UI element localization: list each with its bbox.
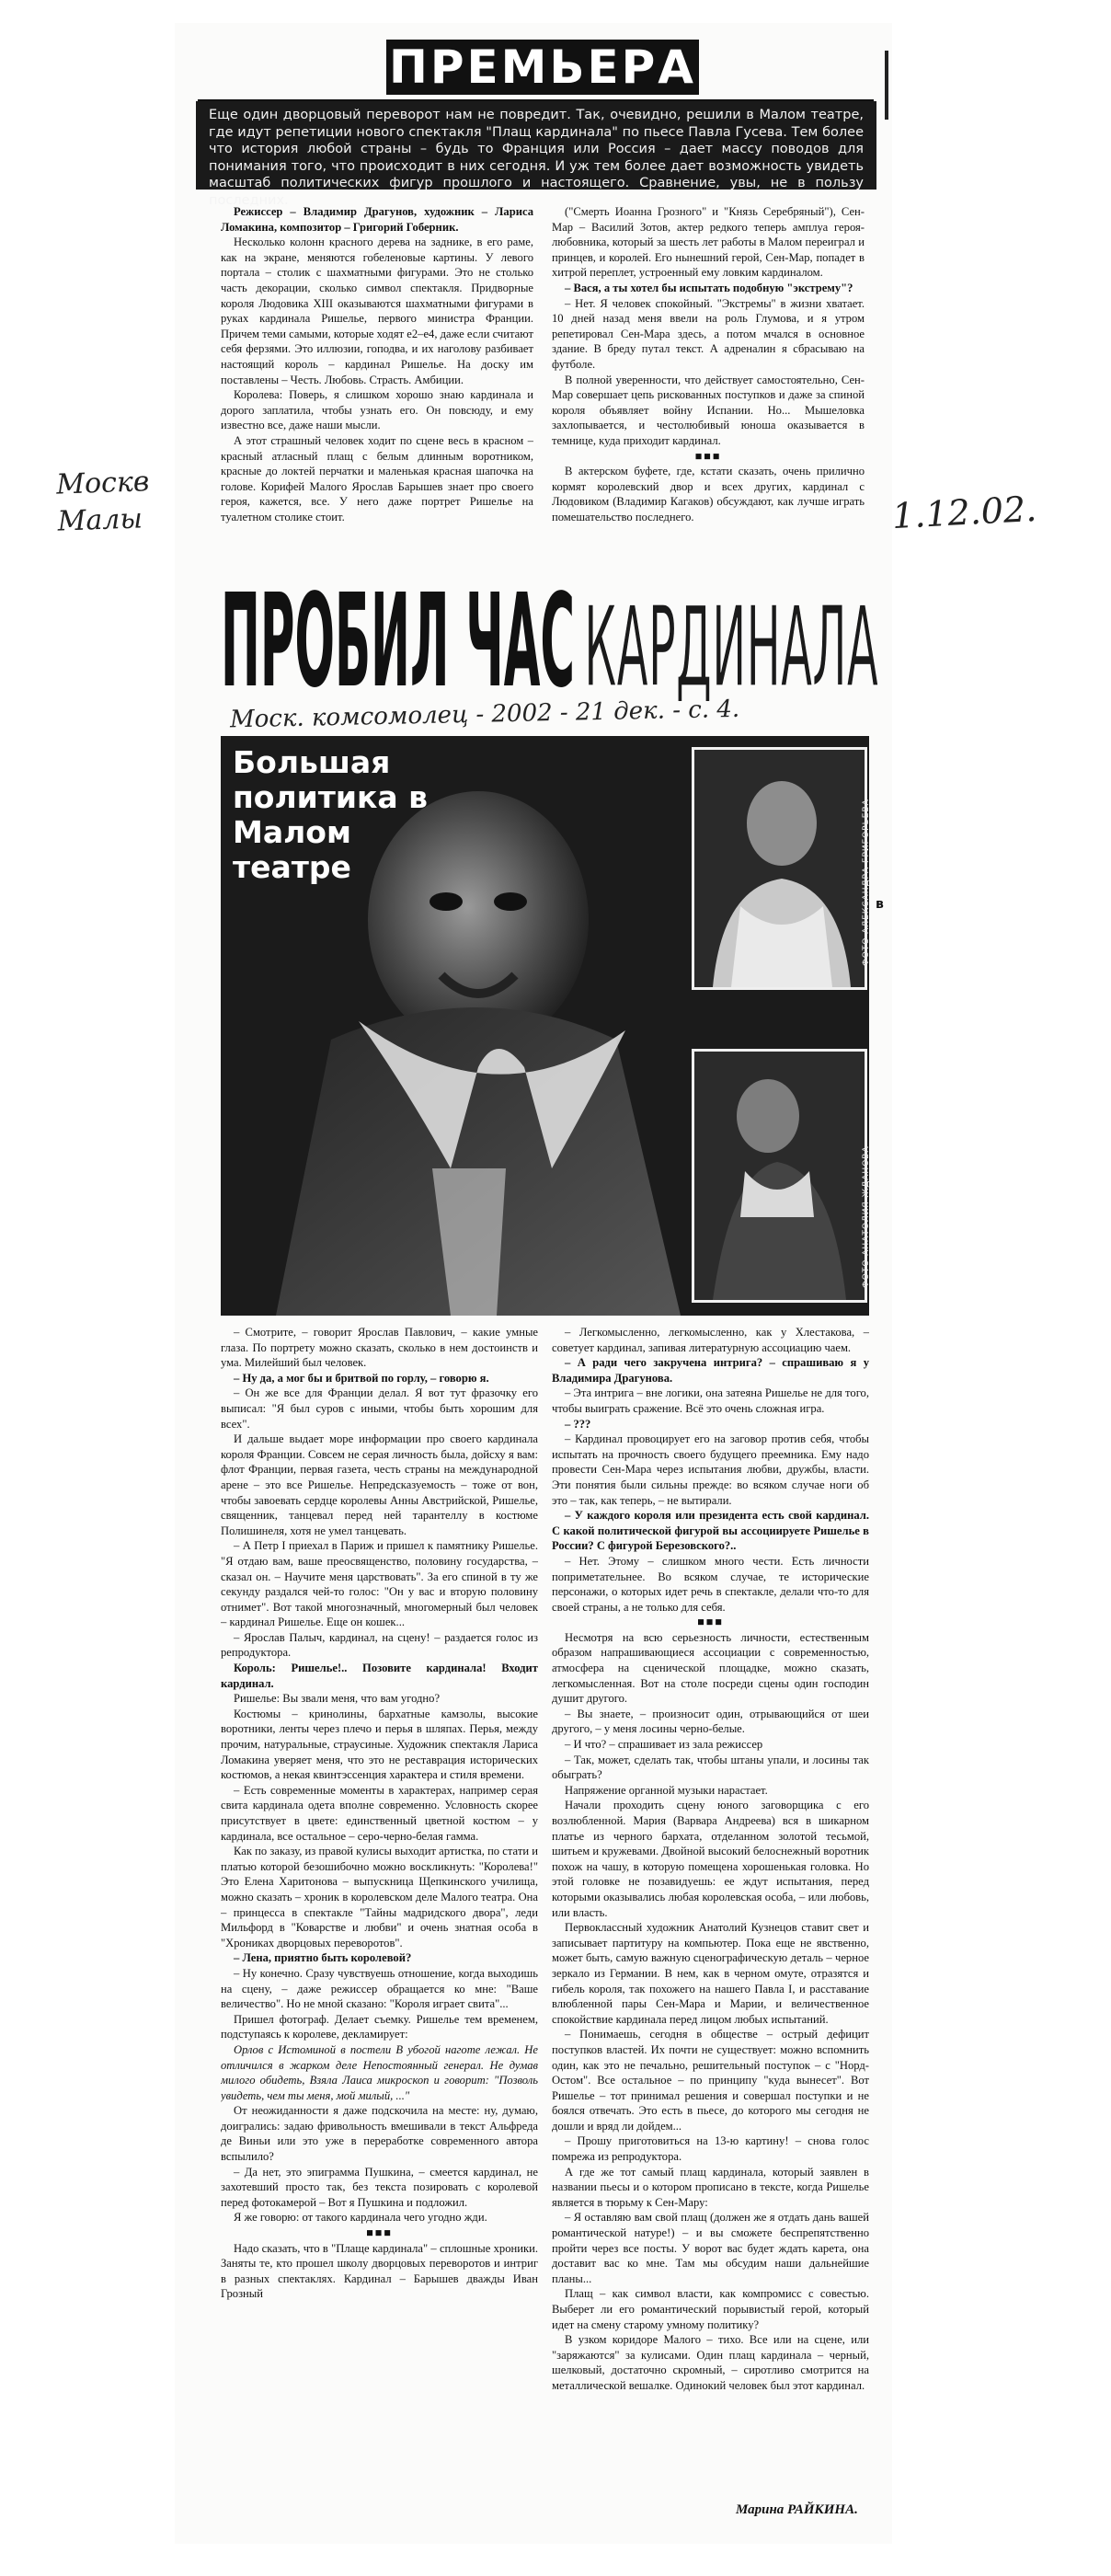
paragraph: В актерском буфете, где, кстати сказать, очень прилично кормят королевский двор и всех других, кардинал с Людовиком (Владимир Кагаков) обсуждают, как лучше играть помешательство последнего. <box>552 465 865 523</box>
column-right-top <box>552 204 865 568</box>
paragraph: В узком коридоре Малого – тихо. Все или на сцене, или "заряжаются" за кулисами. Один плащ кардинала – черный, шелковый, достаточно скромный, – сиротливо смотрится на металлической вешалке. Одинокий человек был этот кардинал. <box>552 2333 869 2392</box>
paragraph: – Смотрите, – говорит Ярослав Павлович, – какие умные глаза. По портрету можно сказать, сколько в нем достоинств и ума. Милейший был человек. <box>221 1326 538 1370</box>
headline <box>221 568 883 701</box>
paragraph: Ришелье: Вы звали меня, что вам угодно? <box>234 1692 441 1706</box>
paragraph: – Есть современные моменты в характерах, например серая свита кардинала одета вполне современно. Условность скорее присутствует в цвете: единственный цветной костюм – у кардинала, все остальное – серо-черно-белая гамма. <box>221 1783 538 1843</box>
paragraph: – Ну конечно. Сразу чувствуешь отношение, когда выходишь на сцену, – даже режиссер обращается ко мне: "Ваше величество". Но не мной сказано: "Короля играет свита"... <box>221 1966 538 2011</box>
photo-credit-bottom: ФОТО АНАТОЛИЯ ЖДАНОВА <box>862 1145 871 1288</box>
paragraph: Орлов с Истоминой в постели В убогой наготе лежал. Не отличился в жарком деле Непостоянный генерал. Не думав милого обидеть, Взяла Лаиса микроскоп и говорит: "Позволь увидеть, чем ты меня, мой милый, ..." <box>221 2042 538 2102</box>
paragraph: – У каждого короля или президента есть свой кардинал. С какой политической фигурой вы ассоциируете Ришелье в России? С фигурой Березовского?.. <box>552 1509 869 1553</box>
paragraph: Костюмы – кринолины, бархатные камзолы, высокие воротники, ленты через плечо и перья в шляпах. Перья, между прочим, натуральные, страусиные. Художник спектакля Лариса Ломакина уверяет меня, что это не реставрация исторических костюмов, а некая квинтэссенция характера и стиля времени. <box>221 1707 538 1782</box>
paragraph: А где же тот самый плащ кардинала, который заявлен в названии пьесы и о котором прописано в тексте, когда Ришелье является в тюрьму к Сен-Мару: <box>552 2165 869 2209</box>
section-separator: ■■■ <box>694 449 722 463</box>
paragraph: – ??? <box>565 1417 591 1431</box>
paragraph: Режиссер – Владимир Драгунов, художник – Лариса Ломакина, композитор – Григорий Гоберник. <box>221 205 533 234</box>
section-separator: ■■■ <box>366 2226 393 2240</box>
paragraph: – Лена, приятно быть королевой? <box>234 1951 412 1965</box>
paragraph: – А ради чего закручена интрига? – спрашиваю я у Владимира Драгунова. <box>552 1356 869 1385</box>
handwritten-note-date: 1.12.02. <box>890 488 1038 537</box>
paragraph: Королева: Поверь, я слишком хорошо знаю кардинала и дорого заплатила, чтобы узнать его. Он повсюду, и ему известно все, даже наши мысли. <box>221 388 533 432</box>
paragraph: – Эта интрига – вне логики, она затеяна Ришелье не для того, чтобы выиграть сражение. Всё это очень сложная игра. <box>552 1386 869 1415</box>
paragraph: Несколько колонн красного дерева на заднике, в его раме, как на экране, меняются гобеленовые картины. У левого портала – столик с шахматными фигурами. Это не столько часть декорации, сколько символ спектакля. Придворные короля Людовика XIII оказываются шахматными фигурами в руках кардинала Ришелье, первого министра Франции. Причем теми самыми, которые ходят е2–е4, даже если считают себя ферзями. Это иллюзии, гоподва, и их наголову разбивает настоящий король – кардинал Ришелье. На доску им поставлены – Честь. Любовь. Страсть. Амбиции. <box>221 236 533 386</box>
rubric-banner: ПРЕМЬЕРА <box>386 40 699 95</box>
paragraph: – Так, может, сделать так, чтобы штаны упали, и лосины так обыграть? <box>552 1753 869 1782</box>
paragraph: От неожиданности я даже подскочила на месте: ну, думаю, доигрались: задаю фривольность вмешивали в текст Альфреда де Виньи или это уже в переработке современного автора вспылило? <box>221 2104 538 2164</box>
paragraph: – Кардинал провоцирует его на заговор против себя, чтобы испытать на прочность своего будущего преемника. Ему надо провести Сен-Мара через испытания любви, дружбы, власти. Эти понятия были сильны прежде: во всяком случае ноги об это – так, как теперь, – не вытирали. <box>552 1432 869 1507</box>
paragraph: – Я оставляю вам свой плащ (должен же я отдать дань вашей романтической натуре!) – и вы сможете беспрепятственно пройти через все посты. У ворот вас будет ждать карета, она доставит вас ко мне. Там мы обсудим наши дальнейшие планы... <box>552 2211 869 2285</box>
headline-light: КАРДИНАЛА <box>584 584 878 701</box>
paragraph: А этот страшный человек ходит по сцене весь в красном – красный атласный плащ с белым длинным воротником, красные до локтей перчатки и маленькая красная шапочка на голове. Корифей Малого Ярослав Барышев знает про своего героя, кажется, все. У него даже портрет Ришелье на туалетном столике стоит. <box>221 433 533 523</box>
section-separator: ■■■ <box>697 1616 724 1629</box>
paragraph: – Понимаешь, сегодня в обществе – острый дефицит поступков властей. Их почти не существует: можно вспомнить один, как это не печально, решительный поступок – с "Норд-Остом". Все остальное – по принципу "куда вынесет". Вот Ришелье – тот принимал решения и совершал поступки и не боялся отвечать. Это есть в пьесе, до которого мы сегодня не дошли и вряд ли дойдем... <box>552 2028 869 2133</box>
paragraph: – Ярослав Палыч, кардинал, на сцену! – раздается голос из репродуктора. <box>221 1630 538 1660</box>
paragraph: Надо сказать, что в "Плаще кардинала" – сплошные хроники. Заняты те, кто прошел школу дворцовых переворотов и интриг в разных спектаклях. Кардинал – Барышев дважды Иван Грозный <box>221 2241 538 2301</box>
column-left-bottom <box>221 1325 538 2507</box>
photo-actor <box>692 1049 867 1303</box>
author-signature: Марина РАЙКИНА. <box>736 2502 858 2517</box>
paragraph: – Он же все для Франции делал. Я вот тут фразочку его выписал: "Я был суров с иными, чтобы быть хорошим для всех". <box>221 1386 538 1431</box>
paragraph: – Вы знаете, – произносит один, отрывающийся от шеи другого, – у меня лосины черно-белые. <box>552 1707 869 1736</box>
paragraph: Как по заказу, из правой кулисы выходит артистка, по стати и платью которой безошибочно можно воскликнуть: "Королева!" Это Елена Харитонова – выпускница Щепкинского училища, можно сказать – хроник в королевском деле Малого театра. Она – принцесса в спектакле "Тайны мадридского двора", леди Мильфорд в "Коварстве и любви" и очень знатная особа в "Хрониках дворцовых переворотов". <box>221 1845 538 1949</box>
paragraph: – Да нет, это эпиграмма Пушкина, – смеется кардинал, не захотевший просто так, без текста позировать с королевой перед фотокамерой – Вот я Пушкина и подложил. <box>221 2165 538 2209</box>
paragraph: – Ну да, а мог бы и бритвой по горлу, – говорю я. <box>234 1371 489 1385</box>
lead-paragraph: Еще один дворцовый переворот нам не повредит. Так, очевидно, решили в Малом театре, где идут репетиции нового спектакля "Плащ кардинала" по пьесе Павла Гусева. Тем более что история любой страны – будь то Франция или Россия – дает массу поводов для понимания того, что происходит в них сегодня. И уж тем более дает возможность увидеть масштаб политических фигур прошлого и настоящего. Сравнение, увы, не в пользу последних. <box>196 101 876 190</box>
handwritten-note-left: Москв Малы <box>55 466 150 538</box>
paragraph: Начали проходить сцену юного заговорщика с его возлюбленной. Мария (Варвара Андреева) вся в шикарном платье из черного бархата, отделанном золотой тесьмой, шитьем и кружевами. Двойной высокий белоснежный воротник похож на чашу, в которую помещена хорошенькая головка. Но этой головке не позавидуешь: ее ждут испытания, перед которыми оказывались любая королевская особа, – или любовь, или власть. <box>552 1799 869 1919</box>
kicker-text: Большая политика в Малом театре <box>233 744 429 885</box>
handwritten-source: Моск. комсомолец - 2002 - 21 дек. - с. 4. <box>229 695 740 734</box>
paragraph: Король: Ришелье!.. Позовите кардинала! Входит кардинал. <box>221 1662 538 1690</box>
page-marker: в <box>876 897 884 912</box>
margin-mark <box>885 51 888 120</box>
paragraph: – И что? – спрашивает из зала режиссер <box>565 1738 763 1752</box>
paragraph: – Нет. Я человек спокойный. "Экстремы" в жизни хватает. 10 дней назад меня ввели на роль Глумова, и я утром репетировал Сен-Мара здесь, а потом мчался в основное здание. В бреду путал текст. А адреналин я сбрасываю на футболе. <box>552 296 865 371</box>
paragraph: И дальше выдает море информации про своего кардинала короля Франции. Совсем не серая личность была, дойсху я вам: флот Франции, первая газета, честь страны на международной арене – это все Ришелье. Непредсказуемость – тоже от вон, чтобы завоевать сердце королевы Анны Австрийской, Ришелье, священник, танцевал перед ней тарантеллу в костюме Полишинеля, хотя не умел танцевать. <box>221 1432 538 1537</box>
paragraph: – Прошу приготовиться на 13-ю картину! – снова голос помрежа из репродуктора. <box>552 2134 869 2164</box>
paragraph: Напряжение органной музыки нарастает. <box>565 1783 768 1797</box>
photo-credit-top: ФОТО АЛЕКСАНДРА ГРИГОРЬЕВА <box>862 799 871 966</box>
paragraph: В полной уверенности, что действует самостоятельно, Сен-Мар совершает цепь рискованных поступков и даже за спиной короля объявляет войну Испании. Но... Мышеловка захлопывается, и честолюбивый юноша оказывается в темнице, куда приходит кардинал. <box>552 373 865 447</box>
photo-queen <box>692 747 867 990</box>
paragraph: – Нет. Этому – слишком много чести. Есть личности поприметательнее. Во всяком случае, те исторические персонажи, о которых идет речь в спектакле, делали что-то для своей страны, а не только для себя. <box>552 1554 869 1614</box>
paragraph: ("Смерть Иоанна Грозного" и "Князь Серебряный"), Сен-Мар – Василий Зотов, актер редкого теперь амплуа героя-любовника, который за шесть лет работы в Малом переиграл и принцев, и королей. Его нынешний герой, Сен-Мар, попадет в хитрой переплет, устроенный ему ловким кардиналом. <box>552 205 865 280</box>
column-right-bottom <box>552 1325 869 2498</box>
column-left-top <box>221 204 533 568</box>
headline-bold: ПРОБИЛ ЧАС <box>221 568 575 701</box>
paragraph: Первоклассный художник Анатолий Кузнецов ставит свет и записывает партитуру на компьютер. Пока еще не явственно, может быть, самую важную сценографическую деталь – черное зеркало из Германии. В нем, как в черном омуте, отразятся и гибель короля, так похожего на нашего Павла I, и расставание влюбленной пары Сен-Мара и Марии, и величественное спокойствие кардинала перед лицом любых испытаний. <box>552 1921 869 2026</box>
paragraph: – Вася, а ты хотел бы испытать подобную "экстрему"? <box>565 281 853 294</box>
paragraph: Несмотря на всю серьезность личности, естественным образом напрашивающиеся ассоциации с современностью, атмосфера на сценической площадке, можно сказать, легкомысленная. Вот на столе посреди сцены один господин душит другого. <box>552 1630 869 1706</box>
paragraph: – А Петр I приехал в Париж и пришел к памятнику Ришелье. "Я отдаю вам, ваше преосвященство, половину государства, – сказал он. – Научите меня царствовать". За его спиной в ту же секунду раздался чей-то голос: "Он у вас и вторую половину отнимет". Вот такой многозначный, многомерный был человек – кардинал Ришелье. Еще он кошек... <box>221 1539 538 1629</box>
paragraph: Я же говорю: от такого кардинала чего угодно жди. <box>234 2211 487 2225</box>
paragraph: – Легкомысленно, легкомысленно, как у Хлестакова, – советует кардинал, запивая литературную ассоциацию чаем. <box>552 1326 869 1354</box>
paragraph: Пришел фотограф. Делает съемку. Ришелье тем временем, подступаясь к королеве, декламирует: <box>221 2012 538 2041</box>
paragraph: Плащ – как символ власти, как компромисс с совестью. Выберет ли его романтический порывистый герой, который идет на смену старому умному политику? <box>552 2287 869 2331</box>
